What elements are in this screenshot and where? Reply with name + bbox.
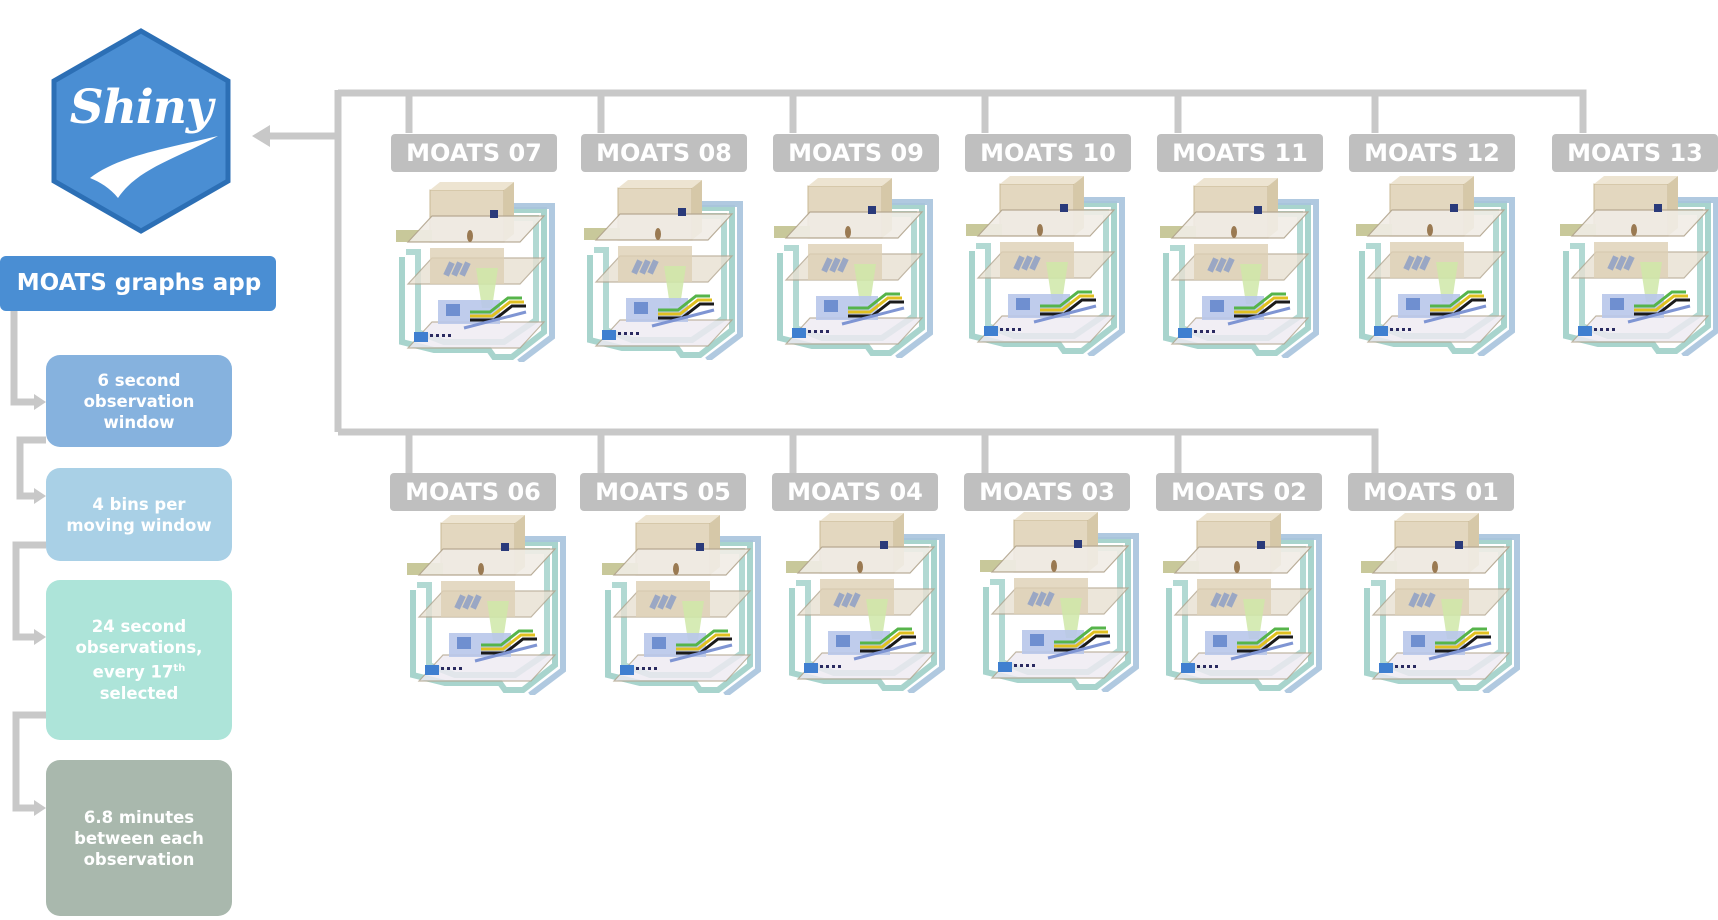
shiny-logo bbox=[48, 28, 234, 234]
step-line: window bbox=[103, 412, 175, 432]
moats-apparatus-icon bbox=[394, 182, 562, 362]
moats-apparatus-icon bbox=[1161, 513, 1329, 693]
moats-label: MOATS 05 bbox=[580, 473, 746, 511]
step-line: 24 second bbox=[91, 617, 187, 637]
moats-apparatus-icon bbox=[600, 515, 768, 695]
step-line: observation bbox=[83, 849, 195, 869]
step-line: observations, bbox=[75, 638, 203, 658]
step-line: 6.8 minutes bbox=[83, 807, 195, 827]
moats-label: MOATS 12 bbox=[1349, 134, 1515, 172]
moats-unit-illustration bbox=[1558, 176, 1718, 356]
app-title: MOATS graphs app bbox=[0, 256, 276, 311]
step-observations bbox=[46, 580, 232, 740]
moats-label: MOATS 09 bbox=[773, 134, 939, 172]
moats-unit-illustration bbox=[772, 178, 940, 358]
step-line bbox=[76, 658, 203, 683]
moats-unit-illustration bbox=[1354, 176, 1522, 356]
moats-unit-illustration bbox=[1359, 513, 1527, 693]
moats-label: MOATS 01 bbox=[1348, 473, 1514, 511]
moats-unit-illustration bbox=[582, 180, 750, 360]
moats-unit-illustration bbox=[784, 513, 952, 693]
shiny-logo-text: Shiny bbox=[69, 80, 213, 135]
step-line: between each bbox=[74, 828, 204, 848]
moats-label: MOATS 07 bbox=[391, 134, 557, 172]
step-line-every: every 17 bbox=[92, 662, 174, 682]
moats-apparatus-icon bbox=[405, 515, 573, 695]
moats-label: MOATS 13 bbox=[1552, 134, 1718, 172]
moats-apparatus-icon bbox=[1558, 176, 1718, 356]
moats-unit-illustration bbox=[1161, 513, 1329, 693]
moats-unit-illustration bbox=[964, 176, 1132, 356]
moats-apparatus-icon bbox=[978, 512, 1146, 692]
ordinal-suffix: th bbox=[173, 663, 186, 675]
moats-unit-illustration bbox=[600, 515, 768, 695]
moats-apparatus-icon bbox=[582, 180, 750, 360]
moats-apparatus-icon bbox=[1359, 513, 1527, 693]
step-observation-window bbox=[46, 355, 232, 447]
step-line: 4 bins per bbox=[92, 494, 186, 514]
moats-apparatus-icon bbox=[784, 513, 952, 693]
moats-label: MOATS 08 bbox=[581, 134, 747, 172]
moats-apparatus-icon bbox=[772, 178, 940, 358]
moats-apparatus-icon bbox=[1354, 176, 1522, 356]
step-line: 6 second bbox=[97, 370, 181, 390]
step-line: selected bbox=[99, 683, 179, 703]
moats-unit-illustration bbox=[1158, 178, 1326, 358]
moats-apparatus-icon bbox=[1158, 178, 1326, 358]
moats-unit-illustration bbox=[978, 512, 1146, 692]
moats-label: MOATS 10 bbox=[965, 134, 1131, 172]
moats-unit-illustration bbox=[394, 182, 562, 362]
moats-label: MOATS 06 bbox=[390, 473, 556, 511]
moats-apparatus-icon bbox=[964, 176, 1132, 356]
moats-label: MOATS 03 bbox=[964, 473, 1130, 511]
step-line: observation bbox=[83, 391, 195, 411]
moats-label: MOATS 04 bbox=[772, 473, 938, 511]
step-line: moving window bbox=[66, 515, 212, 535]
moats-label: MOATS 11 bbox=[1157, 134, 1323, 172]
step-interval bbox=[46, 760, 232, 916]
moats-label: MOATS 02 bbox=[1156, 473, 1322, 511]
step-bins bbox=[46, 468, 232, 561]
moats-unit-illustration bbox=[405, 515, 573, 695]
